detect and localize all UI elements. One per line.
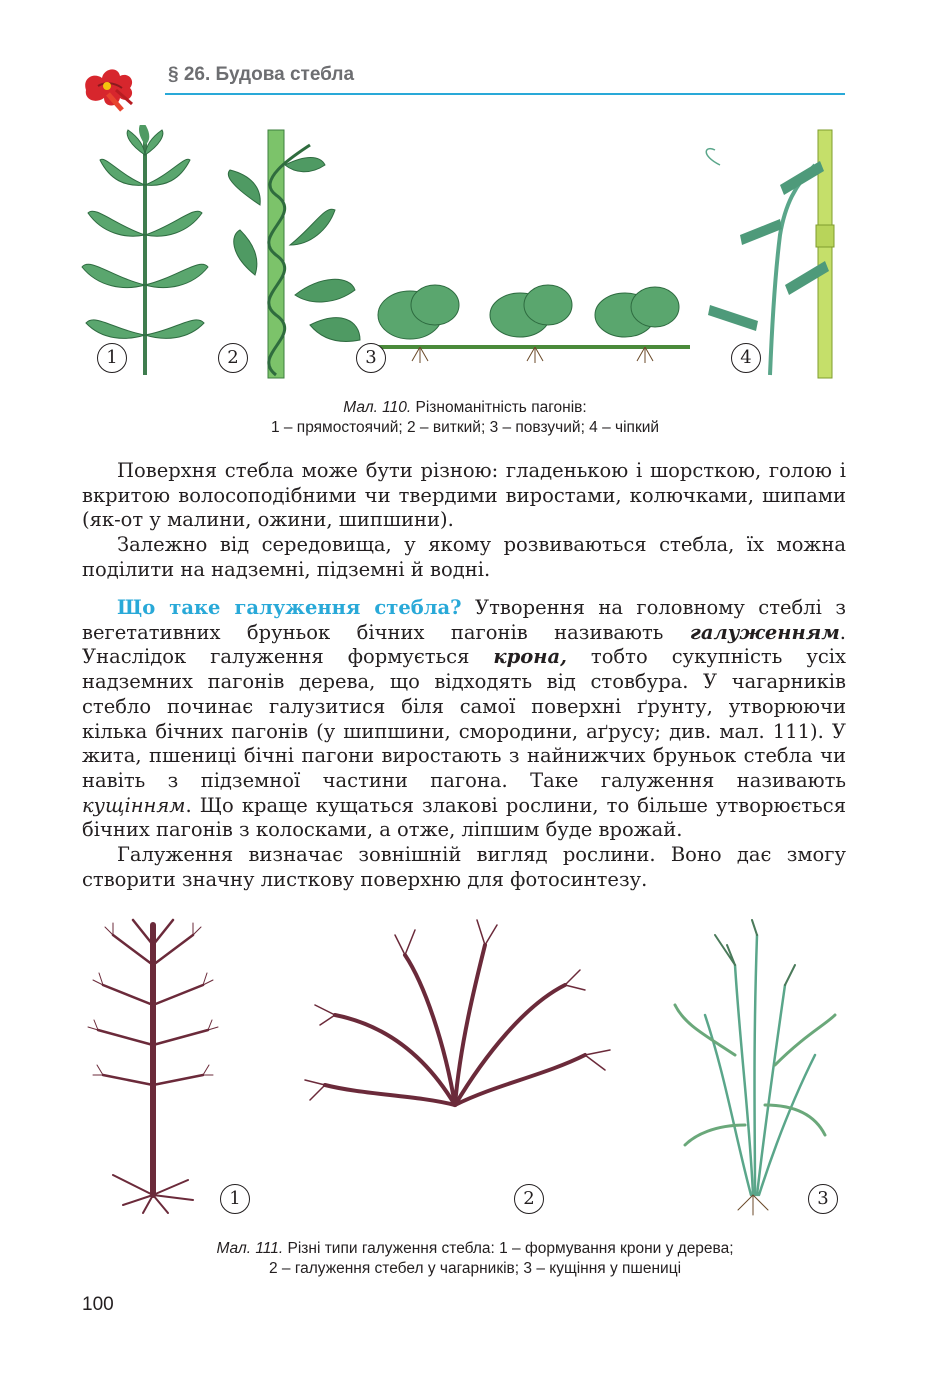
figure-111-caption-line2: 2 – галуження стебел у чагарників; 3 – кущіння у пшениці [268, 1260, 682, 1277]
body-text-block-2 [82, 596, 846, 892]
tree-crown-drawing [88, 920, 218, 1213]
twining-shoot-drawing [228, 130, 360, 378]
figure-110-caption-title: Різноманітність пагонів: [411, 399, 587, 416]
paragraph-branching-text-a: Утворення на головному стеблі з вегетативних бруньок бічних пагонів називають [82, 596, 846, 644]
shrub-branching-drawing [305, 920, 610, 1105]
figure-110-caption-line2: 1 – прямостоячий; 2 – виткий; 3 – повзучий; 4 – чіпкий [270, 419, 660, 436]
figure-111-caption-lead: Мал. 111. [216, 1240, 284, 1257]
section-title: § 26. Будова стебла [168, 64, 355, 85]
figure-111-number-1: 1 [220, 1184, 250, 1214]
figure-110-number-1: 1 [97, 343, 127, 373]
figure-110-number-3: 3 [356, 343, 386, 373]
page-number: 100 [82, 1294, 114, 1315]
climbing-shoot-drawing [706, 130, 834, 378]
flower-logo-icon [78, 64, 140, 114]
figure-111-number-3: 3 [808, 1184, 838, 1214]
body-text-block-1 [82, 459, 846, 583]
figure-111-caption [130, 1239, 820, 1279]
figure-110-illustration [80, 125, 850, 380]
creeping-shoot-drawing [370, 285, 690, 363]
wheat-tillering-drawing [675, 920, 835, 1215]
paragraph-branching-text-b: . Унаслідок галуження формується [82, 620, 846, 669]
figure-111-illustration [85, 905, 845, 1225]
figure-110-number-2: 2 [218, 343, 248, 373]
paragraph-appearance: Галуження визначає зовнішній вигляд рослини. Воно дає змогу створити значну листкову поверхню для фотосинтезу. [82, 843, 846, 891]
header-divider [165, 93, 845, 95]
term-tillering: кущінням [82, 793, 186, 817]
paragraph-branching-text-c: тобто сукупність усіх надземних пагонів дерева, що відходять від стовбура. У чагарників стебло починає галузитися біля самої поверхні ґрунту, утворюючи кілька бічних пагонів (у шипшини, смородини, аґрусу; див. мал. 111). У жита, пшениці бічні пагони виростають з найнижчих бруньок стебла чи навіть з підземної частини пагона. Таке галуження називають [82, 645, 846, 792]
paragraph-surface: Поверхня стебла може бути різною: гладенькою і шорсткою, голою і вкритою волосоподібними чи твердими виростами, колючками, шипами (як-от у малини, ожини, шипшини). [82, 459, 846, 532]
figure-110-number-4: 4 [731, 343, 761, 373]
paragraph-environment: Залежно від середовища, у якому розвиваються стебла, їх можна поділити на надземні, підземні й водні. [82, 533, 846, 581]
question-heading: Що таке галуження стебла? [117, 596, 462, 619]
figure-111-caption-title: Різні типи галуження стебла: 1 – формування крони у дерева; [283, 1240, 734, 1257]
paragraph-branching-text-d: . Що краще кущаться злакові рослини, то більше утворюється бічних пагонів з колосками, а отже, ліпшим буде врожай. [82, 793, 846, 842]
paragraph-branching [82, 596, 846, 843]
term-crown: крона, [493, 645, 567, 669]
figure-111-number-2: 2 [514, 1184, 544, 1214]
upright-shoot-drawing [82, 125, 208, 375]
figure-110-caption-lead: Мал. 110. [343, 399, 412, 416]
term-branching: галуженням [689, 620, 840, 644]
figure-110-caption [180, 398, 750, 438]
